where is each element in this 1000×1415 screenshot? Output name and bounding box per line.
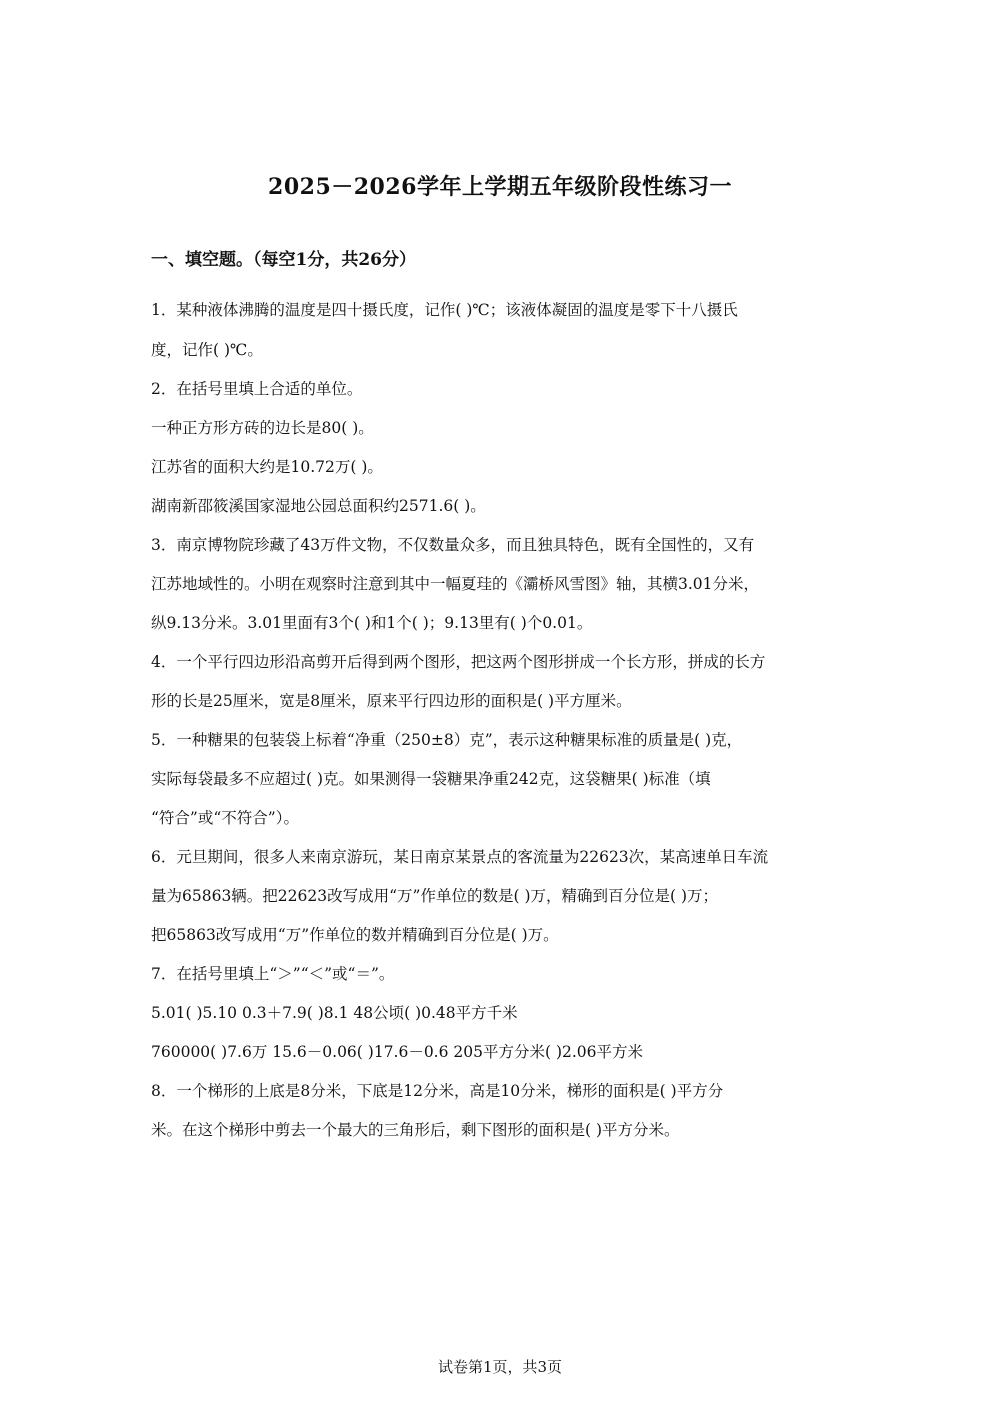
question-line: “符合”或“不符合”）。 [151,809,299,827]
question-line: 米。在这个梯形中剪去一个最大的三角形后，剩下图形的面积是( )平方分米。 [151,1121,680,1139]
question-line: 度，记作( )℃。 [151,341,263,359]
question-line: 3．南京博物院珍藏了43万件文物，不仅数量众多，而且独具特色，既有全国性的，又有 [151,536,755,554]
question-line: 量为65863辆。把22623改写成用“万”作单位的数是( )万，精确到百分位是( )万； [151,887,719,905]
question-line: 把65863改写成用“万”作单位的数并精确到百分位是( )万。 [151,926,559,944]
question-line: 1．某种液体沸腾的温度是四十摄氏度，记作( )℃；该液体凝固的温度是零下十八摄氏 [151,301,738,319]
question-line: 江苏地域性的。小明在观察时注意到其中一幅夏珪的《灞桥风雪图》轴，其横3.01分米， [151,575,760,593]
page-footer: 试卷第1页，共3页 [437,1358,563,1376]
question-line: 6．元旦期间，很多人来南京游玩，某日南京某景点的客流量为22623次，某高速单日车流 [151,848,769,866]
question-line: 湖南新邵筱溪国家湿地公园总面积约2571.6( )。 [151,497,486,515]
question-line: 一种正方形方砖的边长是80( )。 [151,419,374,437]
question-line: 2．在括号里填上合适的单位。 [151,380,363,398]
question-line: 5.01( )5.10 0.3＋7.9( )8.1 48公顷( )0.48平方千米 [151,1004,518,1022]
question-line: 实际每袋最多不应超过( )克。如果测得一袋糖果净重242克，这袋糖果( )标准（填 [151,770,711,788]
question-line: 8．一个梯形的上底是8分米，下底是12分米，高是10分米，梯形的面积是( )平方分 [151,1082,724,1100]
page-title: 2025－2026学年上学期五年级阶段性练习一 [268,174,732,200]
question-line: 形的长是25厘米，宽是8厘米，原来平行四边形的面积是( )平方厘米。 [151,692,632,710]
question-line: 5．一种糖果的包装袋上标着“净重（250±8）克”，表示这种糖果标准的质量是( )克， [151,731,743,749]
section-heading: 一、填空题。（每空1分，共26分） [151,250,416,270]
question-line: 7．在括号里填上“＞”“＜”或“＝”。 [151,965,395,983]
question-line: 江苏省的面积大约是10.72万( )。 [151,458,383,476]
question-line: 760000( )7.6万 15.6－0.06( )17.6－0.6 205平方分米( )2.06平方米 [151,1043,644,1061]
question-line: 4．一个平行四边形沿高剪开后得到两个图形，把这两个图形拼成一个长方形，拼成的长方 [151,653,766,671]
question-line: 纵9.13分米。3.01里面有3个( )和1个( )；9.13里有( )个0.01。 [151,614,593,632]
